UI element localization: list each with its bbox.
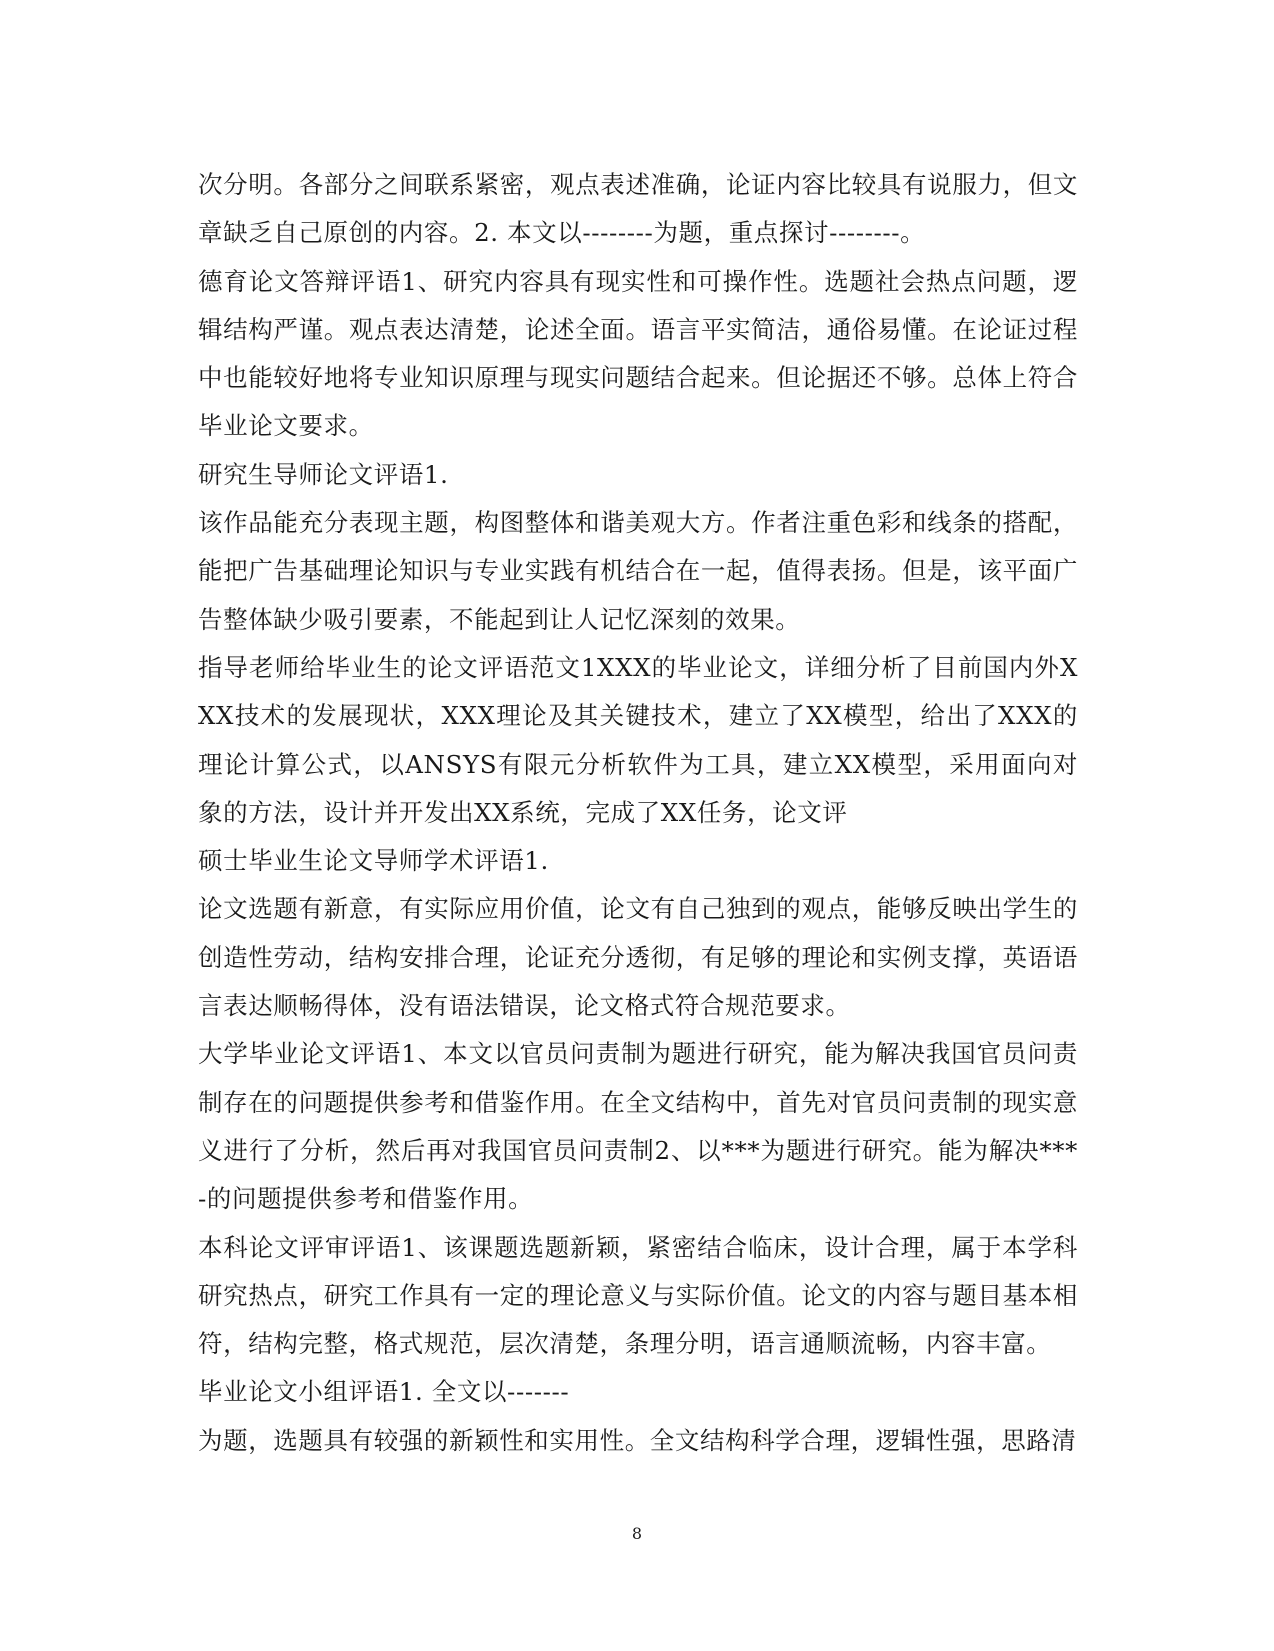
paragraph-master-advisor-heading: 硕士毕业生论文导师学术评语1. xyxy=(198,846,549,876)
paragraph-artwork-review: 该作品能充分表现主题，构图整体和谐美观大方。作者注重色彩和线条的搭配，能把广告基础理论知识与专业实践有机结合在一起，值得表扬。但是，该平面广告整体缺少吸引要素，不能起到让人记忆深刻的效果。 xyxy=(198,508,1078,634)
page-number: 8 xyxy=(631,1524,643,1543)
document-body xyxy=(198,161,1078,1465)
paragraph-group-review-body: 为题，选题具有较强的新颖性和实用性。全文结构科学合理，逻辑性强，思路清 xyxy=(198,1425,1077,1455)
paragraph-continuation: 次分明。各部分之间联系紧密，观点表述准确，论证内容比较具有说服力，但文章缺乏自己原创的内容。2. 本文以--------为题，重点探讨--------。 xyxy=(198,170,1078,248)
paragraph-moral-education-review: 德育论文答辩评语1、研究内容具有现实性和可操作性。选题社会热点问题，逻辑结构严谨。观点表达清楚，论述全面。语言平实简洁，通俗易懂。在论证过程中也能较好地将专业知识原理与现实问题结合起来。但论据还不够。总体上符合毕业论文要求。 xyxy=(198,266,1078,441)
paragraph-topic-novelty-review: 论文选题有新意，有实际应用价值，论文有自己独到的观点，能够反映出学生的创造性劳动，结构安排合理，论证充分透彻，有足够的理论和实例支撑，英语语言表达顺畅得体，没有语法错误，论文格式符合规范要求。 xyxy=(198,894,1078,1021)
paragraph-advisor-sample-review: 指导老师给毕业生的论文评语范文1XXX的毕业论文，详细分析了目前国内外XXX技术的发展现状，XXX理论及其关键技术，建立了XX模型，给出了XXX的理论计算公式，以ANSYS有限元分析软件为工具，建立XX模型，采用面向对象的方法，设计并开发出XX系统，完成了XX任务，论文评 xyxy=(198,652,1078,827)
paragraph-group-review-heading: 毕业论文小组评语1. 全文以------- xyxy=(198,1377,570,1407)
paragraph-undergraduate-review: 本科论文评审评语1、该课题选题新颖，紧密结合临床，设计合理，属于本学科研究热点，研究工作具有一定的理论意义与实际价值。论文的内容与题目基本相符，结构完整，格式规范，层次清楚，条理分明，语言通顺流畅，内容丰富。 xyxy=(198,1232,1078,1359)
paragraph-university-thesis-review: 大学毕业论文评语1、本文以官员问责制为题进行研究，能为解决我国官员问责制存在的问题提供参考和借鉴作用。在全文结构中，首先对官员问责制的现实意义进行了分析，然后再对我国官员问责制2、以***为题进行研究。能为解决***-的问题提供参考和借鉴作用。 xyxy=(198,1039,1078,1214)
paragraph-graduate-advisor-heading: 研究生导师论文评语1. xyxy=(198,459,449,489)
